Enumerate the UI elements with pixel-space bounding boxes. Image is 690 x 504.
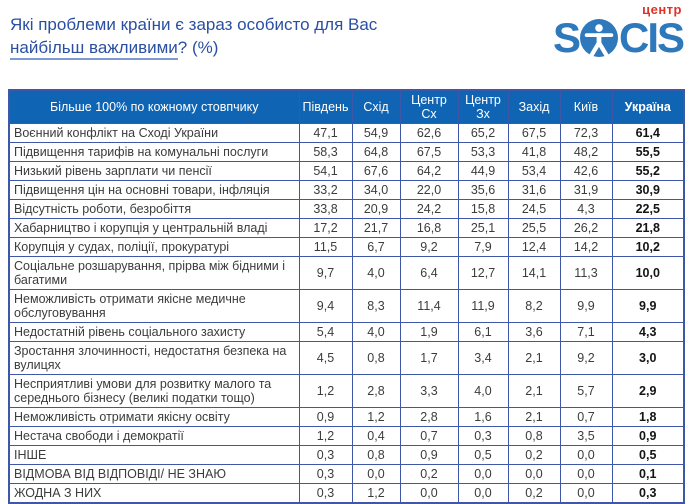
row-value: 2,1: [508, 375, 560, 408]
row-value: 5,4: [299, 323, 352, 342]
row-value: 0,5: [458, 446, 508, 465]
table-row: [9, 323, 684, 342]
table-row: [9, 375, 684, 408]
row-value: 9,9: [560, 290, 612, 323]
row-value: 4,0: [352, 323, 400, 342]
row-value: 11,4: [400, 290, 458, 323]
row-value: 4,5: [299, 342, 352, 375]
row-value: 67,5: [400, 143, 458, 162]
row-value: 0,0: [560, 484, 612, 504]
row-value-ukraina: 0,3: [612, 484, 684, 504]
row-value: 12,7: [458, 257, 508, 290]
row-label: Нестача свободи і демократії: [9, 427, 299, 446]
row-value: 72,3: [560, 124, 612, 143]
row-value: 14,2: [560, 238, 612, 257]
row-label: Зростання злочинності, недостатня безпека на вулицях: [9, 342, 299, 375]
row-value: 0,0: [560, 465, 612, 484]
row-label: Підвищення цін на основні товари, інфляція: [9, 181, 299, 200]
title-suffix: ? (%): [177, 38, 219, 57]
row-value: 1,2: [352, 408, 400, 427]
row-value-ukraina: 55,5: [612, 143, 684, 162]
row-value: 0,3: [458, 427, 508, 446]
row-label: Несприятливі умови для розвитку малого та середнього бізнесу (великі податки тощо): [9, 375, 299, 408]
column-header-skhid: Схід: [352, 90, 400, 124]
row-value: 9,7: [299, 257, 352, 290]
row-value: 2,1: [508, 408, 560, 427]
row-label: ВІДМОВА ВІД ВІДПОВІДІ/ НЕ ЗНАЮ: [9, 465, 299, 484]
row-value: 34,0: [352, 181, 400, 200]
column-header-kyiv: Київ: [560, 90, 612, 124]
row-value: 67,5: [508, 124, 560, 143]
row-label: Неможливість отримати якісне медичне обслуговування: [9, 290, 299, 323]
row-value: 53,4: [508, 162, 560, 181]
row-label: ІНШЕ: [9, 446, 299, 465]
row-value: 0,8: [352, 446, 400, 465]
title-underlined-phrase: найбільш важливими: [10, 38, 178, 60]
row-value: 1,2: [299, 375, 352, 408]
row-value: 0,3: [299, 484, 352, 504]
row-value: 7,9: [458, 238, 508, 257]
row-value: 11,5: [299, 238, 352, 257]
logo-wordmark: [552, 14, 683, 61]
row-label: Підвищення тарифів на комунальні послуги: [9, 143, 299, 162]
table-header-row: [9, 90, 684, 124]
row-value: 7,1: [560, 323, 612, 342]
table-row: [9, 200, 684, 219]
row-value-ukraina: 22,5: [612, 200, 684, 219]
row-value: 9,4: [299, 290, 352, 323]
row-label: Неможливість отримати якісну освіту: [9, 408, 299, 427]
row-value: 0,3: [299, 465, 352, 484]
row-value: 3,6: [508, 323, 560, 342]
row-value: 0,0: [508, 465, 560, 484]
row-value: 21,7: [352, 219, 400, 238]
row-value: 1,2: [352, 484, 400, 504]
row-value: 0,8: [352, 342, 400, 375]
row-value: 17,2: [299, 219, 352, 238]
column-header-tsentr-skh: Центр Сх: [400, 90, 458, 124]
row-value-ukraina: 21,8: [612, 219, 684, 238]
row-label: Соціальне розшарування, прірва між бідними і багатими: [9, 257, 299, 290]
row-value: 58,3: [299, 143, 352, 162]
row-value-ukraina: 55,2: [612, 162, 684, 181]
row-value-ukraina: 9,9: [612, 290, 684, 323]
row-value-ukraina: 1,8: [612, 408, 684, 427]
row-value: 0,7: [400, 427, 458, 446]
row-label: Недостатній рівень соціального захисту: [9, 323, 299, 342]
row-value-ukraina: 0,9: [612, 427, 684, 446]
row-value: 25,5: [508, 219, 560, 238]
row-value: 0,9: [400, 446, 458, 465]
row-value: 0,7: [560, 408, 612, 427]
table-row: [9, 124, 684, 143]
row-value: 0,0: [458, 484, 508, 504]
row-value-ukraina: 3,0: [612, 342, 684, 375]
row-value: 14,1: [508, 257, 560, 290]
row-value: 6,4: [400, 257, 458, 290]
row-value: 11,9: [458, 290, 508, 323]
table-row: [9, 408, 684, 427]
row-value: 4,0: [352, 257, 400, 290]
column-header-note: Більше 100% по кожному стовпчику: [9, 90, 299, 124]
row-value: 16,8: [400, 219, 458, 238]
row-value-ukraina: 10,2: [612, 238, 684, 257]
table-row: [9, 484, 684, 504]
row-value: 3,4: [458, 342, 508, 375]
row-value-ukraina: 2,9: [612, 375, 684, 408]
row-value: 33,8: [299, 200, 352, 219]
row-value: 20,9: [352, 200, 400, 219]
row-value: 6,1: [458, 323, 508, 342]
title-line1: Які проблеми країни є зараз особисто для Вас: [10, 15, 378, 34]
row-label: Хабарництво і корупція у центральній владі: [9, 219, 299, 238]
row-value-ukraina: 61,4: [612, 124, 684, 143]
table-row: [9, 342, 684, 375]
table-row: [9, 219, 684, 238]
row-value: 25,1: [458, 219, 508, 238]
row-value: 44,9: [458, 162, 508, 181]
row-label: ЖОДНА З НИХ: [9, 484, 299, 504]
row-value: 0,0: [400, 484, 458, 504]
row-value: 2,8: [352, 375, 400, 408]
row-label: Корупція у судах, поліції, прокуратурі: [9, 238, 299, 257]
row-value: 1,6: [458, 408, 508, 427]
row-value: 24,5: [508, 200, 560, 219]
row-value: 42,6: [560, 162, 612, 181]
row-value: 0,4: [352, 427, 400, 446]
logo-centr-label: центр: [642, 2, 682, 17]
row-value: 64,2: [400, 162, 458, 181]
table-body: [9, 124, 684, 504]
row-label: Відсутність роботи, безробіття: [9, 200, 299, 219]
row-value: 0,0: [560, 446, 612, 465]
row-value: 5,7: [560, 375, 612, 408]
table-row: [9, 257, 684, 290]
row-value: 0,2: [508, 484, 560, 504]
row-value: 15,8: [458, 200, 508, 219]
table-row: [9, 238, 684, 257]
row-value: 4,0: [458, 375, 508, 408]
table-row: [9, 143, 684, 162]
row-value: 4,3: [560, 200, 612, 219]
row-value: 3,3: [400, 375, 458, 408]
row-value: 47,1: [299, 124, 352, 143]
row-value: 8,3: [352, 290, 400, 323]
row-value: 62,6: [400, 124, 458, 143]
row-value: 48,2: [560, 143, 612, 162]
row-value: 31,6: [508, 181, 560, 200]
table-row: [9, 162, 684, 181]
row-value-ukraina: 10,0: [612, 257, 684, 290]
table-row: [9, 465, 684, 484]
page-title: [10, 13, 377, 59]
row-value: 24,2: [400, 200, 458, 219]
row-value: 64,8: [352, 143, 400, 162]
table-row: [9, 427, 684, 446]
row-value: 22,0: [400, 181, 458, 200]
table-row: [9, 446, 684, 465]
row-value: 35,6: [458, 181, 508, 200]
column-header-ukraina: Україна: [612, 90, 684, 124]
column-header-zakhid: Захід: [508, 90, 560, 124]
row-value: 9,2: [560, 342, 612, 375]
logo-letters-cis: CIS: [618, 14, 683, 61]
row-value-ukraina: 30,9: [612, 181, 684, 200]
row-value: 33,2: [299, 181, 352, 200]
row-value: 2,8: [400, 408, 458, 427]
logo-letter-s: S: [552, 14, 579, 61]
row-value: 0,2: [508, 446, 560, 465]
row-value: 41,8: [508, 143, 560, 162]
row-value: 26,2: [560, 219, 612, 238]
row-value: 1,7: [400, 342, 458, 375]
row-value: 53,3: [458, 143, 508, 162]
table-row: [9, 181, 684, 200]
row-value: 8,2: [508, 290, 560, 323]
row-value: 0,9: [299, 408, 352, 427]
row-value: 0,3: [299, 446, 352, 465]
row-value: 0,0: [458, 465, 508, 484]
row-value: 3,5: [560, 427, 612, 446]
row-value: 0,8: [508, 427, 560, 446]
survey-results-table: [8, 89, 685, 504]
column-header-pivden: Південь: [299, 90, 352, 124]
row-value: 1,2: [299, 427, 352, 446]
row-label: Воєнний конфлікт на Сході України: [9, 124, 299, 143]
row-value-ukraina: 4,3: [612, 323, 684, 342]
row-value: 12,4: [508, 238, 560, 257]
row-value: 11,3: [560, 257, 612, 290]
row-label: Низький рівень зарплати чи пенсії: [9, 162, 299, 181]
row-value-ukraina: 0,1: [612, 465, 684, 484]
row-value: 54,9: [352, 124, 400, 143]
column-header-tsentr-zkh: Центр Зх: [458, 90, 508, 124]
row-value: 0,2: [400, 465, 458, 484]
row-value: 6,7: [352, 238, 400, 257]
row-value: 54,1: [299, 162, 352, 181]
row-value: 9,2: [400, 238, 458, 257]
table-row: [9, 290, 684, 323]
row-value: 0,0: [352, 465, 400, 484]
row-value: 2,1: [508, 342, 560, 375]
row-value: 31,9: [560, 181, 612, 200]
vitruvian-man-circle-icon: [580, 19, 618, 57]
socis-logo: [553, 3, 683, 59]
row-value: 67,6: [352, 162, 400, 181]
row-value: 1,9: [400, 323, 458, 342]
row-value: 65,2: [458, 124, 508, 143]
row-value-ukraina: 0,5: [612, 446, 684, 465]
